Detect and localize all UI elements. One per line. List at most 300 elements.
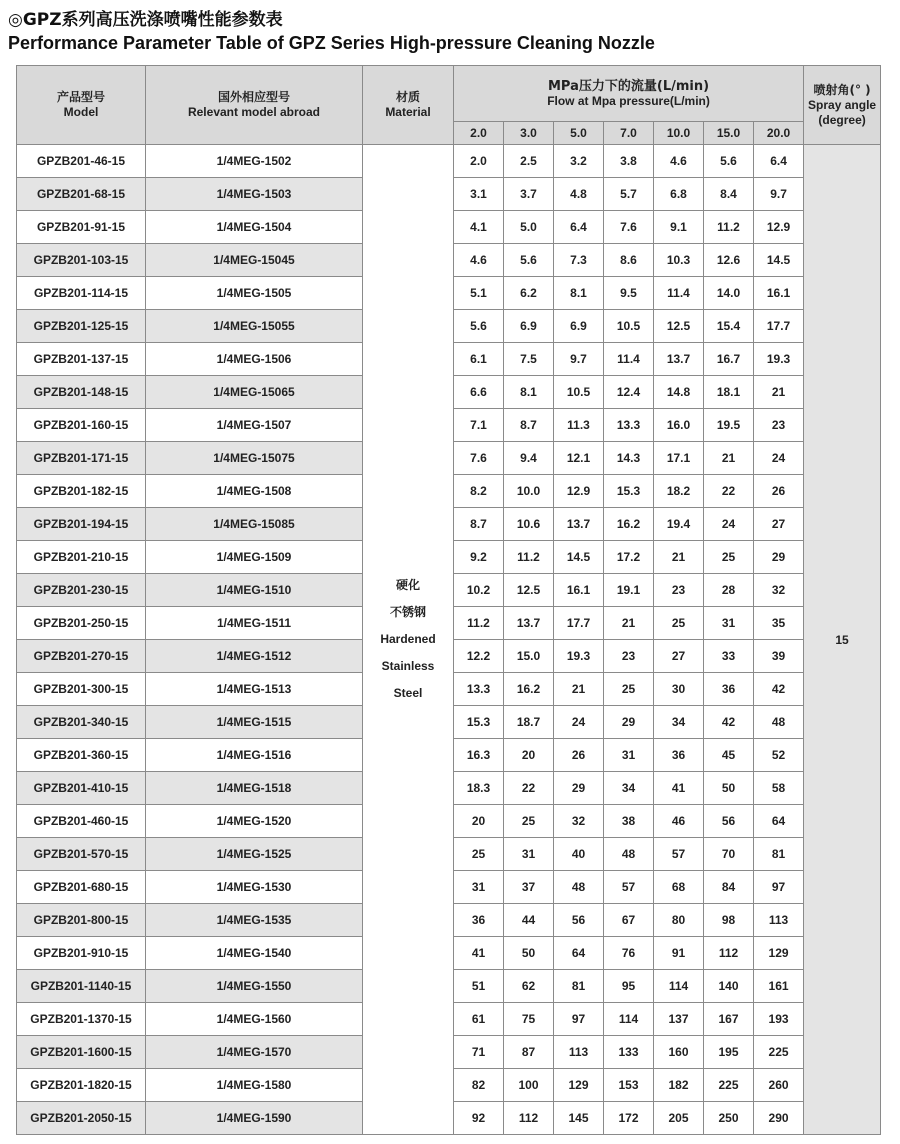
flow-cell: 260 bbox=[754, 1069, 804, 1102]
flow-cell: 167 bbox=[704, 1003, 754, 1036]
flow-cell: 15.3 bbox=[454, 706, 504, 739]
flow-cell: 21 bbox=[604, 607, 654, 640]
flow-cell: 44 bbox=[504, 904, 554, 937]
flow-cell: 14.5 bbox=[554, 541, 604, 574]
flow-cell: 31 bbox=[704, 607, 754, 640]
model-cell: GPZB201-340-15 bbox=[17, 706, 146, 739]
flow-cell: 28 bbox=[704, 574, 754, 607]
flow-cell: 38 bbox=[604, 805, 654, 838]
flow-cell: 24 bbox=[554, 706, 604, 739]
flow-cell: 18.3 bbox=[454, 772, 504, 805]
header-relevant-model-abroad bbox=[146, 66, 363, 145]
flow-cell: 112 bbox=[504, 1102, 554, 1135]
flow-cell: 64 bbox=[554, 937, 604, 970]
abroad-model-cell: 1/4MEG-15045 bbox=[146, 244, 363, 277]
flow-cell: 56 bbox=[554, 904, 604, 937]
spray-angle-cell: 15 bbox=[804, 145, 881, 1135]
flow-cell: 10.5 bbox=[554, 376, 604, 409]
flow-cell: 3.7 bbox=[504, 178, 554, 211]
flow-cell: 16.0 bbox=[654, 409, 704, 442]
header-angle-en-line2: (degree) bbox=[818, 112, 866, 127]
flow-cell: 140 bbox=[704, 970, 754, 1003]
abroad-model-cell: 1/4MEG-1513 bbox=[146, 673, 363, 706]
model-cell: GPZB201-114-15 bbox=[17, 277, 146, 310]
header-material-en: Material bbox=[385, 105, 431, 119]
flow-cell: 8.1 bbox=[554, 277, 604, 310]
flow-cell: 23 bbox=[754, 409, 804, 442]
model-cell: GPZB201-570-15 bbox=[17, 838, 146, 871]
flow-cell: 80 bbox=[654, 904, 704, 937]
abroad-model-cell: 1/4MEG-1511 bbox=[146, 607, 363, 640]
abroad-model-cell: 1/4MEG-1550 bbox=[146, 970, 363, 1003]
abroad-model-cell: 1/4MEG-1507 bbox=[146, 409, 363, 442]
model-cell: GPZB201-270-15 bbox=[17, 640, 146, 673]
material-text-line4: Stainless bbox=[381, 659, 435, 673]
flow-cell: 137 bbox=[654, 1003, 704, 1036]
flow-cell: 21 bbox=[654, 541, 704, 574]
abroad-model-cell: 1/4MEG-15085 bbox=[146, 508, 363, 541]
flow-cell: 16.2 bbox=[604, 508, 654, 541]
header-abroad-en: Relevant model abroad bbox=[187, 105, 321, 119]
flow-cell: 31 bbox=[454, 871, 504, 904]
table-body bbox=[17, 145, 881, 1135]
flow-cell: 9.1 bbox=[654, 211, 704, 244]
flow-cell: 75 bbox=[504, 1003, 554, 1036]
flow-cell: 31 bbox=[604, 739, 654, 772]
header-material bbox=[363, 66, 454, 145]
flow-cell: 8.7 bbox=[454, 508, 504, 541]
model-cell: GPZB201-194-15 bbox=[17, 508, 146, 541]
performance-parameter-table bbox=[16, 65, 881, 1135]
model-cell: GPZB201-1820-15 bbox=[17, 1069, 146, 1102]
flow-cell: 10.2 bbox=[454, 574, 504, 607]
flow-cell: 13.3 bbox=[604, 409, 654, 442]
flow-cell: 10.6 bbox=[504, 508, 554, 541]
flow-cell: 92 bbox=[454, 1102, 504, 1135]
flow-cell: 18.7 bbox=[504, 706, 554, 739]
flow-cell: 23 bbox=[654, 574, 704, 607]
flow-cell: 19.3 bbox=[554, 640, 604, 673]
flow-cell: 5.6 bbox=[504, 244, 554, 277]
flow-cell: 48 bbox=[554, 871, 604, 904]
flow-cell: 13.7 bbox=[504, 607, 554, 640]
flow-cell: 40 bbox=[554, 838, 604, 871]
flow-cell: 81 bbox=[754, 838, 804, 871]
model-cell: GPZB201-410-15 bbox=[17, 772, 146, 805]
pressure-header-cell: 5.0 bbox=[554, 122, 604, 145]
flow-cell: 26 bbox=[754, 475, 804, 508]
flow-cell: 18.1 bbox=[704, 376, 754, 409]
material-text-line5: Steel bbox=[393, 686, 423, 700]
model-cell: GPZB201-68-15 bbox=[17, 178, 146, 211]
flow-cell: 4.6 bbox=[454, 244, 504, 277]
model-cell: GPZB201-210-15 bbox=[17, 541, 146, 574]
flow-cell: 133 bbox=[604, 1036, 654, 1069]
flow-cell: 8.6 bbox=[604, 244, 654, 277]
flow-cell: 6.9 bbox=[554, 310, 604, 343]
flow-cell: 12.5 bbox=[504, 574, 554, 607]
flow-cell: 25 bbox=[454, 838, 504, 871]
flow-cell: 51 bbox=[454, 970, 504, 1003]
abroad-model-cell: 1/4MEG-1540 bbox=[146, 937, 363, 970]
abroad-model-cell: 1/4MEG-1506 bbox=[146, 343, 363, 376]
flow-cell: 160 bbox=[654, 1036, 704, 1069]
flow-cell: 8.1 bbox=[504, 376, 554, 409]
flow-cell: 6.1 bbox=[454, 343, 504, 376]
flow-cell: 29 bbox=[754, 541, 804, 574]
flow-cell: 52 bbox=[754, 739, 804, 772]
flow-cell: 4.6 bbox=[654, 145, 704, 178]
flow-cell: 6.4 bbox=[554, 211, 604, 244]
flow-cell: 114 bbox=[604, 1003, 654, 1036]
abroad-model-cell: 1/4MEG-1512 bbox=[146, 640, 363, 673]
flow-cell: 16.2 bbox=[504, 673, 554, 706]
flow-cell: 62 bbox=[504, 970, 554, 1003]
flow-cell: 15.4 bbox=[704, 310, 754, 343]
flow-cell: 5.6 bbox=[704, 145, 754, 178]
flow-cell: 6.8 bbox=[654, 178, 704, 211]
flow-cell: 2.0 bbox=[454, 145, 504, 178]
flow-cell: 9.4 bbox=[504, 442, 554, 475]
flow-cell: 8.7 bbox=[504, 409, 554, 442]
abroad-model-cell: 1/4MEG-1505 bbox=[146, 277, 363, 310]
material-text-line3: Hardened bbox=[380, 632, 436, 646]
abroad-model-cell: 1/4MEG-15065 bbox=[146, 376, 363, 409]
flow-cell: 70 bbox=[704, 838, 754, 871]
flow-cell: 76 bbox=[604, 937, 654, 970]
flow-cell: 68 bbox=[654, 871, 704, 904]
abroad-model-cell: 1/4MEG-1520 bbox=[146, 805, 363, 838]
flow-cell: 113 bbox=[754, 904, 804, 937]
flow-cell: 6.9 bbox=[504, 310, 554, 343]
flow-cell: 25 bbox=[654, 607, 704, 640]
model-cell: GPZB201-137-15 bbox=[17, 343, 146, 376]
flow-cell: 29 bbox=[604, 706, 654, 739]
flow-cell: 32 bbox=[554, 805, 604, 838]
flow-cell: 13.7 bbox=[654, 343, 704, 376]
model-cell: GPZB201-1140-15 bbox=[17, 970, 146, 1003]
flow-cell: 67 bbox=[604, 904, 654, 937]
abroad-model-cell: 1/4MEG-1518 bbox=[146, 772, 363, 805]
flow-cell: 20 bbox=[454, 805, 504, 838]
flow-cell: 33 bbox=[704, 640, 754, 673]
flow-cell: 9.5 bbox=[604, 277, 654, 310]
header-model-cn: 产品型号 bbox=[56, 90, 105, 104]
abroad-model-cell: 1/4MEG-1525 bbox=[146, 838, 363, 871]
abroad-model-cell: 1/4MEG-1570 bbox=[146, 1036, 363, 1069]
flow-cell: 3.1 bbox=[454, 178, 504, 211]
flow-cell: 193 bbox=[754, 1003, 804, 1036]
flow-cell: 23 bbox=[604, 640, 654, 673]
flow-cell: 27 bbox=[754, 508, 804, 541]
flow-cell: 9.2 bbox=[454, 541, 504, 574]
model-cell: GPZB201-91-15 bbox=[17, 211, 146, 244]
flow-cell: 16.1 bbox=[554, 574, 604, 607]
flow-cell: 9.7 bbox=[754, 178, 804, 211]
flow-cell: 29 bbox=[554, 772, 604, 805]
flow-cell: 8.2 bbox=[454, 475, 504, 508]
abroad-model-cell: 1/4MEG-1502 bbox=[146, 145, 363, 178]
flow-cell: 17.1 bbox=[654, 442, 704, 475]
flow-cell: 172 bbox=[604, 1102, 654, 1135]
flow-cell: 16.3 bbox=[454, 739, 504, 772]
flow-cell: 12.2 bbox=[454, 640, 504, 673]
model-cell: GPZB201-182-15 bbox=[17, 475, 146, 508]
model-cell: GPZB201-160-15 bbox=[17, 409, 146, 442]
flow-cell: 14.5 bbox=[754, 244, 804, 277]
flow-cell: 18.2 bbox=[654, 475, 704, 508]
flow-cell: 290 bbox=[754, 1102, 804, 1135]
pressure-header-cell: 7.0 bbox=[604, 122, 654, 145]
model-cell: GPZB201-300-15 bbox=[17, 673, 146, 706]
flow-cell: 42 bbox=[754, 673, 804, 706]
flow-cell: 39 bbox=[754, 640, 804, 673]
model-cell: GPZB201-460-15 bbox=[17, 805, 146, 838]
flow-cell: 11.2 bbox=[504, 541, 554, 574]
flow-cell: 19.1 bbox=[604, 574, 654, 607]
model-cell: GPZB201-800-15 bbox=[17, 904, 146, 937]
flow-cell: 21 bbox=[754, 376, 804, 409]
flow-cell: 36 bbox=[704, 673, 754, 706]
table-row bbox=[17, 145, 881, 178]
pressure-header-cell: 20.0 bbox=[754, 122, 804, 145]
flow-cell: 37 bbox=[504, 871, 554, 904]
pressure-header-cell: 10.0 bbox=[654, 122, 704, 145]
flow-cell: 17.7 bbox=[754, 310, 804, 343]
flow-cell: 91 bbox=[654, 937, 704, 970]
flow-cell: 6.4 bbox=[754, 145, 804, 178]
flow-cell: 21 bbox=[704, 442, 754, 475]
flow-cell: 31 bbox=[504, 838, 554, 871]
flow-cell: 11.2 bbox=[454, 607, 504, 640]
flow-cell: 5.6 bbox=[454, 310, 504, 343]
flow-cell: 14.0 bbox=[704, 277, 754, 310]
header-material-cn: 材质 bbox=[395, 90, 420, 104]
flow-cell: 34 bbox=[604, 772, 654, 805]
flow-cell: 7.3 bbox=[554, 244, 604, 277]
header-model-en: Model bbox=[63, 105, 99, 119]
flow-cell: 84 bbox=[704, 871, 754, 904]
flow-cell: 17.2 bbox=[604, 541, 654, 574]
flow-cell: 16.7 bbox=[704, 343, 754, 376]
flow-cell: 7.5 bbox=[504, 343, 554, 376]
flow-cell: 16.1 bbox=[754, 277, 804, 310]
flow-cell: 10.0 bbox=[504, 475, 554, 508]
flow-cell: 14.3 bbox=[604, 442, 654, 475]
abroad-model-cell: 1/4MEG-1560 bbox=[146, 1003, 363, 1036]
flow-cell: 129 bbox=[554, 1069, 604, 1102]
flow-cell: 205 bbox=[654, 1102, 704, 1135]
flow-cell: 87 bbox=[504, 1036, 554, 1069]
flow-cell: 36 bbox=[454, 904, 504, 937]
flow-cell: 50 bbox=[504, 937, 554, 970]
flow-cell: 48 bbox=[604, 838, 654, 871]
flow-cell: 46 bbox=[654, 805, 704, 838]
abroad-model-cell: 1/4MEG-1504 bbox=[146, 211, 363, 244]
flow-cell: 12.5 bbox=[654, 310, 704, 343]
header-flow bbox=[454, 66, 804, 122]
page-title-english: Performance Parameter Table of GPZ Series High-pressure Cleaning Nozzle bbox=[8, 33, 655, 53]
flow-cell: 95 bbox=[604, 970, 654, 1003]
flow-cell: 7.6 bbox=[604, 211, 654, 244]
flow-cell: 182 bbox=[654, 1069, 704, 1102]
flow-cell: 24 bbox=[754, 442, 804, 475]
flow-cell: 10.5 bbox=[604, 310, 654, 343]
flow-cell: 161 bbox=[754, 970, 804, 1003]
flow-cell: 22 bbox=[704, 475, 754, 508]
flow-cell: 20 bbox=[504, 739, 554, 772]
abroad-model-cell: 1/4MEG-15055 bbox=[146, 310, 363, 343]
flow-cell: 11.4 bbox=[604, 343, 654, 376]
flow-cell: 25 bbox=[704, 541, 754, 574]
flow-cell: 36 bbox=[654, 739, 704, 772]
flow-cell: 26 bbox=[554, 739, 604, 772]
flow-cell: 57 bbox=[604, 871, 654, 904]
model-cell: GPZB201-360-15 bbox=[17, 739, 146, 772]
abroad-model-cell: 1/4MEG-1516 bbox=[146, 739, 363, 772]
model-cell: GPZB201-230-15 bbox=[17, 574, 146, 607]
flow-cell: 5.7 bbox=[604, 178, 654, 211]
flow-cell: 153 bbox=[604, 1069, 654, 1102]
flow-cell: 14.8 bbox=[654, 376, 704, 409]
flow-cell: 6.2 bbox=[504, 277, 554, 310]
flow-cell: 113 bbox=[554, 1036, 604, 1069]
flow-cell: 11.3 bbox=[554, 409, 604, 442]
flow-cell: 41 bbox=[454, 937, 504, 970]
model-cell: GPZB201-250-15 bbox=[17, 607, 146, 640]
flow-cell: 97 bbox=[754, 871, 804, 904]
material-cell bbox=[363, 145, 454, 1135]
flow-cell: 10.3 bbox=[654, 244, 704, 277]
flow-cell: 100 bbox=[504, 1069, 554, 1102]
model-cell: GPZB201-148-15 bbox=[17, 376, 146, 409]
flow-cell: 145 bbox=[554, 1102, 604, 1135]
flow-cell: 34 bbox=[654, 706, 704, 739]
flow-cell: 21 bbox=[554, 673, 604, 706]
flow-cell: 6.6 bbox=[454, 376, 504, 409]
flow-cell: 12.1 bbox=[554, 442, 604, 475]
flow-cell: 250 bbox=[704, 1102, 754, 1135]
flow-cell: 19.3 bbox=[754, 343, 804, 376]
pressure-header-cell: 2.0 bbox=[454, 122, 504, 145]
flow-cell: 4.8 bbox=[554, 178, 604, 211]
model-cell: GPZB201-125-15 bbox=[17, 310, 146, 343]
flow-cell: 3.8 bbox=[604, 145, 654, 178]
flow-cell: 11.4 bbox=[654, 277, 704, 310]
flow-cell: 30 bbox=[654, 673, 704, 706]
flow-cell: 98 bbox=[704, 904, 754, 937]
flow-cell: 42 bbox=[704, 706, 754, 739]
flow-cell: 15.3 bbox=[604, 475, 654, 508]
flow-cell: 4.1 bbox=[454, 211, 504, 244]
flow-cell: 7.6 bbox=[454, 442, 504, 475]
flow-cell: 7.1 bbox=[454, 409, 504, 442]
flow-cell: 12.4 bbox=[604, 376, 654, 409]
header-angle-en-line1: Spray angle bbox=[808, 97, 877, 112]
header-flow-en: Flow at Mpa pressure(L/min) bbox=[547, 93, 710, 108]
flow-cell: 81 bbox=[554, 970, 604, 1003]
model-cell: GPZB201-46-15 bbox=[17, 145, 146, 178]
flow-cell: 41 bbox=[654, 772, 704, 805]
flow-cell: 45 bbox=[704, 739, 754, 772]
flow-cell: 64 bbox=[754, 805, 804, 838]
pressure-header-cell: 15.0 bbox=[704, 122, 754, 145]
material-text-line2: 不锈钢 bbox=[389, 605, 426, 619]
flow-cell: 71 bbox=[454, 1036, 504, 1069]
pressure-header-cell: 3.0 bbox=[504, 122, 554, 145]
flow-cell: 82 bbox=[454, 1069, 504, 1102]
flow-cell: 50 bbox=[704, 772, 754, 805]
flow-cell: 24 bbox=[704, 508, 754, 541]
flow-cell: 25 bbox=[604, 673, 654, 706]
flow-cell: 61 bbox=[454, 1003, 504, 1036]
flow-cell: 3.2 bbox=[554, 145, 604, 178]
model-cell: GPZB201-2050-15 bbox=[17, 1102, 146, 1135]
flow-cell: 13.7 bbox=[554, 508, 604, 541]
header-flow-cn: MPa压力下的流量(L/min) bbox=[548, 78, 710, 94]
flow-cell: 5.1 bbox=[454, 277, 504, 310]
flow-cell: 48 bbox=[754, 706, 804, 739]
flow-cell: 35 bbox=[754, 607, 804, 640]
abroad-model-cell: 1/4MEG-1510 bbox=[146, 574, 363, 607]
flow-cell: 5.0 bbox=[504, 211, 554, 244]
abroad-model-cell: 1/4MEG-1580 bbox=[146, 1069, 363, 1102]
abroad-model-cell: 1/4MEG-1509 bbox=[146, 541, 363, 574]
flow-cell: 17.7 bbox=[554, 607, 604, 640]
flow-cell: 22 bbox=[504, 772, 554, 805]
header-angle-cn: 喷射角(° ) bbox=[813, 82, 871, 97]
abroad-model-cell: 1/4MEG-1530 bbox=[146, 871, 363, 904]
material-text-line1: 硬化 bbox=[395, 578, 420, 592]
flow-cell: 11.2 bbox=[704, 211, 754, 244]
abroad-model-cell: 1/4MEG-1515 bbox=[146, 706, 363, 739]
flow-cell: 56 bbox=[704, 805, 754, 838]
flow-cell: 32 bbox=[754, 574, 804, 607]
flow-cell: 19.4 bbox=[654, 508, 704, 541]
flow-cell: 225 bbox=[754, 1036, 804, 1069]
flow-cell: 12.9 bbox=[554, 475, 604, 508]
flow-cell: 8.4 bbox=[704, 178, 754, 211]
flow-cell: 129 bbox=[754, 937, 804, 970]
model-cell: GPZB201-680-15 bbox=[17, 871, 146, 904]
abroad-model-cell: 1/4MEG-1590 bbox=[146, 1102, 363, 1135]
header-model bbox=[17, 66, 146, 145]
flow-cell: 97 bbox=[554, 1003, 604, 1036]
flow-cell: 12.6 bbox=[704, 244, 754, 277]
page-title-chinese: ◎GPZ系列高压洗涤喷嘴性能参数表 bbox=[8, 10, 283, 30]
header-spray-angle bbox=[804, 66, 881, 145]
flow-cell: 57 bbox=[654, 838, 704, 871]
flow-cell: 114 bbox=[654, 970, 704, 1003]
model-cell: GPZB201-1370-15 bbox=[17, 1003, 146, 1036]
flow-cell: 9.7 bbox=[554, 343, 604, 376]
flow-cell: 195 bbox=[704, 1036, 754, 1069]
abroad-model-cell: 1/4MEG-1535 bbox=[146, 904, 363, 937]
model-cell: GPZB201-910-15 bbox=[17, 937, 146, 970]
flow-cell: 25 bbox=[504, 805, 554, 838]
flow-cell: 58 bbox=[754, 772, 804, 805]
flow-cell: 112 bbox=[704, 937, 754, 970]
flow-cell: 13.3 bbox=[454, 673, 504, 706]
abroad-model-cell: 1/4MEG-1508 bbox=[146, 475, 363, 508]
abroad-model-cell: 1/4MEG-15075 bbox=[146, 442, 363, 475]
model-cell: GPZB201-171-15 bbox=[17, 442, 146, 475]
flow-cell: 19.5 bbox=[704, 409, 754, 442]
flow-cell: 2.5 bbox=[504, 145, 554, 178]
flow-cell: 12.9 bbox=[754, 211, 804, 244]
model-cell: GPZB201-1600-15 bbox=[17, 1036, 146, 1069]
model-cell: GPZB201-103-15 bbox=[17, 244, 146, 277]
